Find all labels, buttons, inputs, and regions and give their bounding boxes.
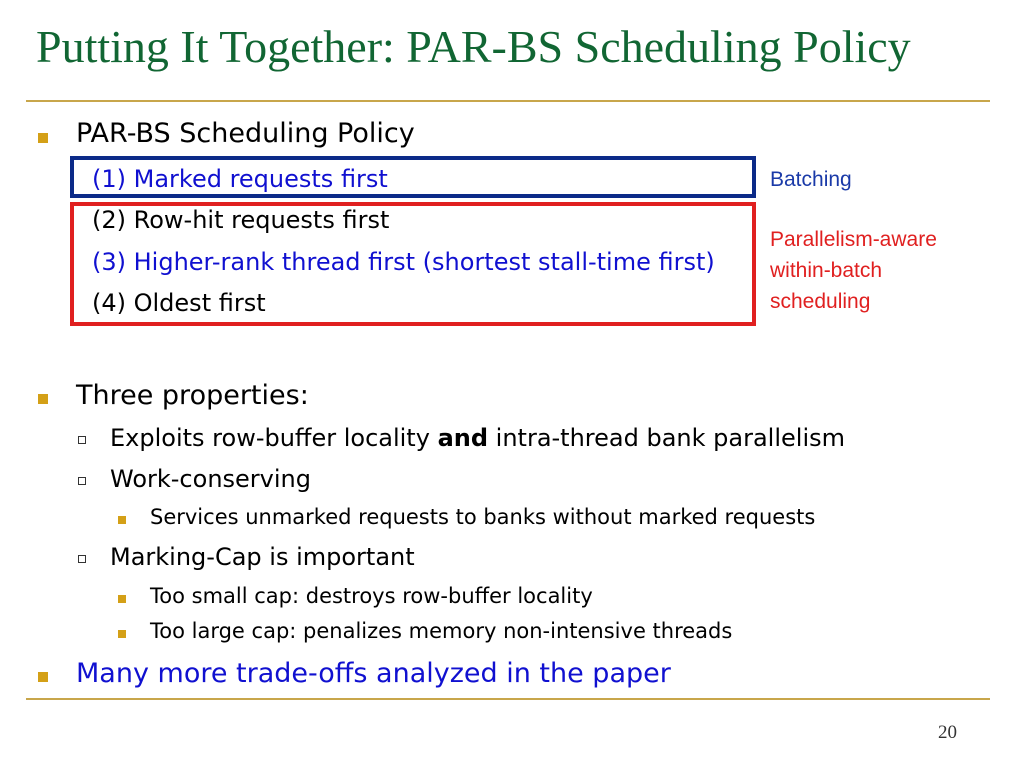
property-1 — [110, 424, 845, 452]
label-parallelism-line3: scheduling — [770, 290, 871, 313]
slide-title: Putting It Together: PAR-BS Scheduling Policy — [36, 21, 911, 72]
bullet-square-icon — [38, 672, 48, 682]
bullet-square-icon — [38, 394, 48, 404]
hollow-square-icon — [78, 436, 86, 444]
property-3: Marking-Cap is important — [110, 543, 415, 571]
property-1-bold: and — [437, 424, 489, 452]
label-parallelism-line2: within-batch — [770, 259, 883, 282]
policy-heading: PAR-BS Scheduling Policy — [76, 118, 415, 149]
property-3-sub-2: Too large cap: penalizes memory non-intensive threads — [150, 619, 733, 643]
label-parallelism — [770, 224, 937, 317]
label-batching: Batching — [770, 168, 852, 191]
page-number: 20 — [938, 722, 957, 743]
rule-4: (4) Oldest first — [92, 289, 266, 317]
bullet-square-icon — [38, 133, 48, 143]
bullet-square-icon — [118, 630, 126, 638]
title-divider — [26, 100, 990, 102]
properties-heading: Three properties: — [76, 380, 309, 411]
label-parallelism-line1: Parallelism-aware — [770, 228, 937, 251]
rule-2: (2) Row-hit requests first — [92, 206, 390, 234]
hollow-square-icon — [78, 555, 86, 563]
bullet-square-icon — [118, 595, 126, 603]
rule-3: (3) Higher-rank thread first (shortest stall-time first) — [92, 248, 715, 276]
rule-1: (1) Marked requests first — [92, 165, 388, 193]
property-1-post: intra-thread bank parallelism — [488, 424, 845, 452]
property-2-sub: Services unmarked requests to banks without marked requests — [150, 505, 816, 529]
bullet-square-icon — [118, 516, 126, 524]
footer-bullet: Many more trade-offs analyzed in the paper — [76, 658, 671, 689]
property-2: Work-conserving — [110, 465, 311, 493]
property-1-pre: Exploits row-buffer locality — [110, 424, 438, 452]
hollow-square-icon — [78, 477, 86, 485]
footer-divider — [26, 698, 990, 700]
property-3-sub-1: Too small cap: destroys row-buffer locality — [150, 584, 593, 608]
